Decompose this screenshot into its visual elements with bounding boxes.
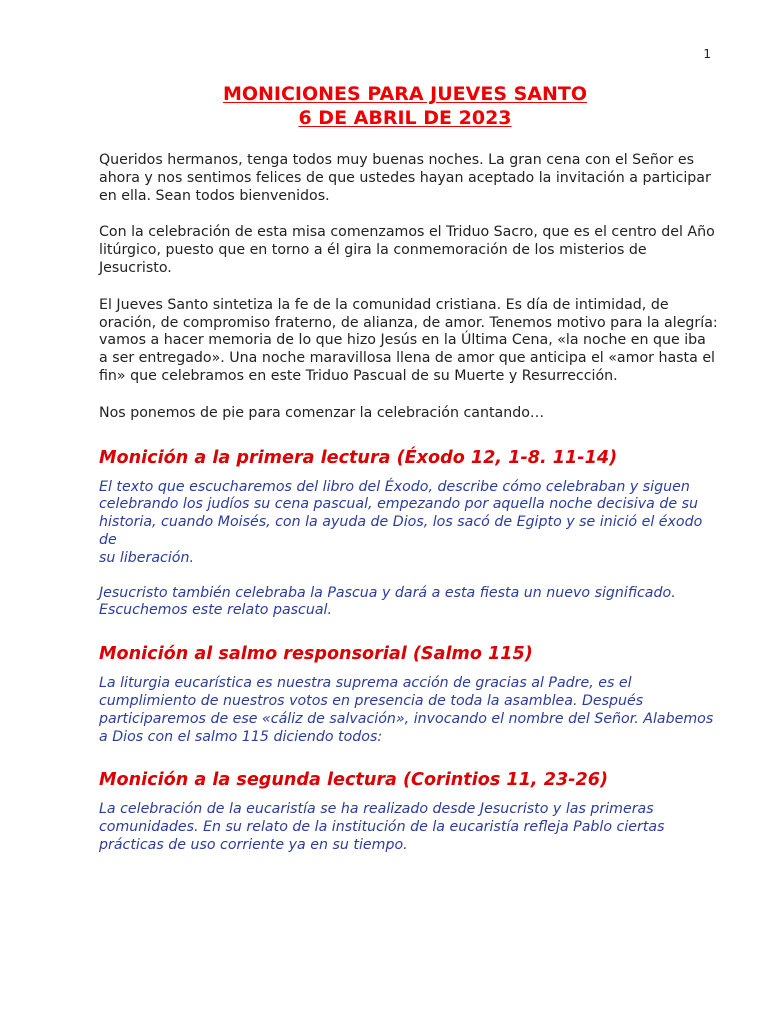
section-heading-psalm: Monición al salmo responsorial (Salmo 115) — [99, 644, 533, 665]
title-line-2: 6 DE ABRIL DE 2023 — [298, 107, 512, 129]
second-reading-paragraph-1: La celebración de la eucaristía se ha realizado desde Jesucristo y las primeras comunidades. En su relato de la institución de la eucaristía refleja Pablo ciertas prácticas de uso corriente ya en su tiempo. — [99, 801, 665, 853]
intro-paragraph-3: El Jueves Santo sintetiza la fe de la comunidad cristiana. Es día de intimidad, de oración, de compromiso fraterno, de alianza, de amor. Tenemos motivo para la alegría: vamos a hacer memoria de lo que hizo Jesús en la Última Cena, «la noche en que iba a ser entregado». Una noche maravillosa llena de amor que anticipa el «amor hasta el fin» que celebramos en este Triduo Pascual de su Muerte y Resurrección. — [99, 296, 718, 384]
document-body — [99, 152, 719, 872]
section-heading-second-reading: Monición a la segunda lectura (Corintios 11, 23-26) — [99, 770, 609, 791]
page-title — [0, 82, 768, 130]
intro-paragraph-4: Nos ponemos de pie para comenzar la celebración cantando… — [99, 404, 545, 421]
first-reading-paragraph-1: El texto que escucharemos del libro del Éxodo, describe cómo celebraban y siguen celebrando los judíos su cena pascual, empezando por aquella noche decisiva de su historia, cuando Moisés, con la ayuda de Dios, los sacó de Egipto y se inició el éxodo de — [99, 478, 703, 548]
title-line-1: MONICIONES PARA JUEVES SANTO — [222, 83, 588, 105]
section-heading-first-reading: Monición a la primera lectura (Éxodo 12, 1-8. 11-14) — [99, 447, 618, 468]
first-reading-paragraph-3: Jesucristo también celebraba la Pascua y dará a esta fiesta un nuevo significado. Escuchemos este relato pascual. — [99, 584, 676, 619]
psalm-paragraph-1: La liturgia eucarística es nuestra suprema acción de gracias al Padre, es el cumplimiento de nuestros votos en presencia de toda la asamblea. Después participaremos de ese «cáliz de salvación», invocando el nombre del Señor. Alabemos a Dios con el salmo 115 diciendo todos: — [99, 675, 714, 745]
intro-paragraph-1: Queridos hermanos, tenga todos muy buenas noches. La gran cena con el Señor es ahora y nos sentimos felices de que ustedes hayan aceptado la invitación a participar en ella. Sean todos bienvenidos. — [99, 152, 711, 204]
first-reading-paragraph-2: su liberación. — [99, 549, 194, 566]
page-number: 1 — [703, 47, 711, 61]
intro-paragraph-2: Con la celebración de esta misa comenzamos el Triduo Sacro, que es el centro del Año litúrgico, puesto que en torno a él gira la conmemoración de los misterios de Jesucristo. — [99, 224, 715, 276]
